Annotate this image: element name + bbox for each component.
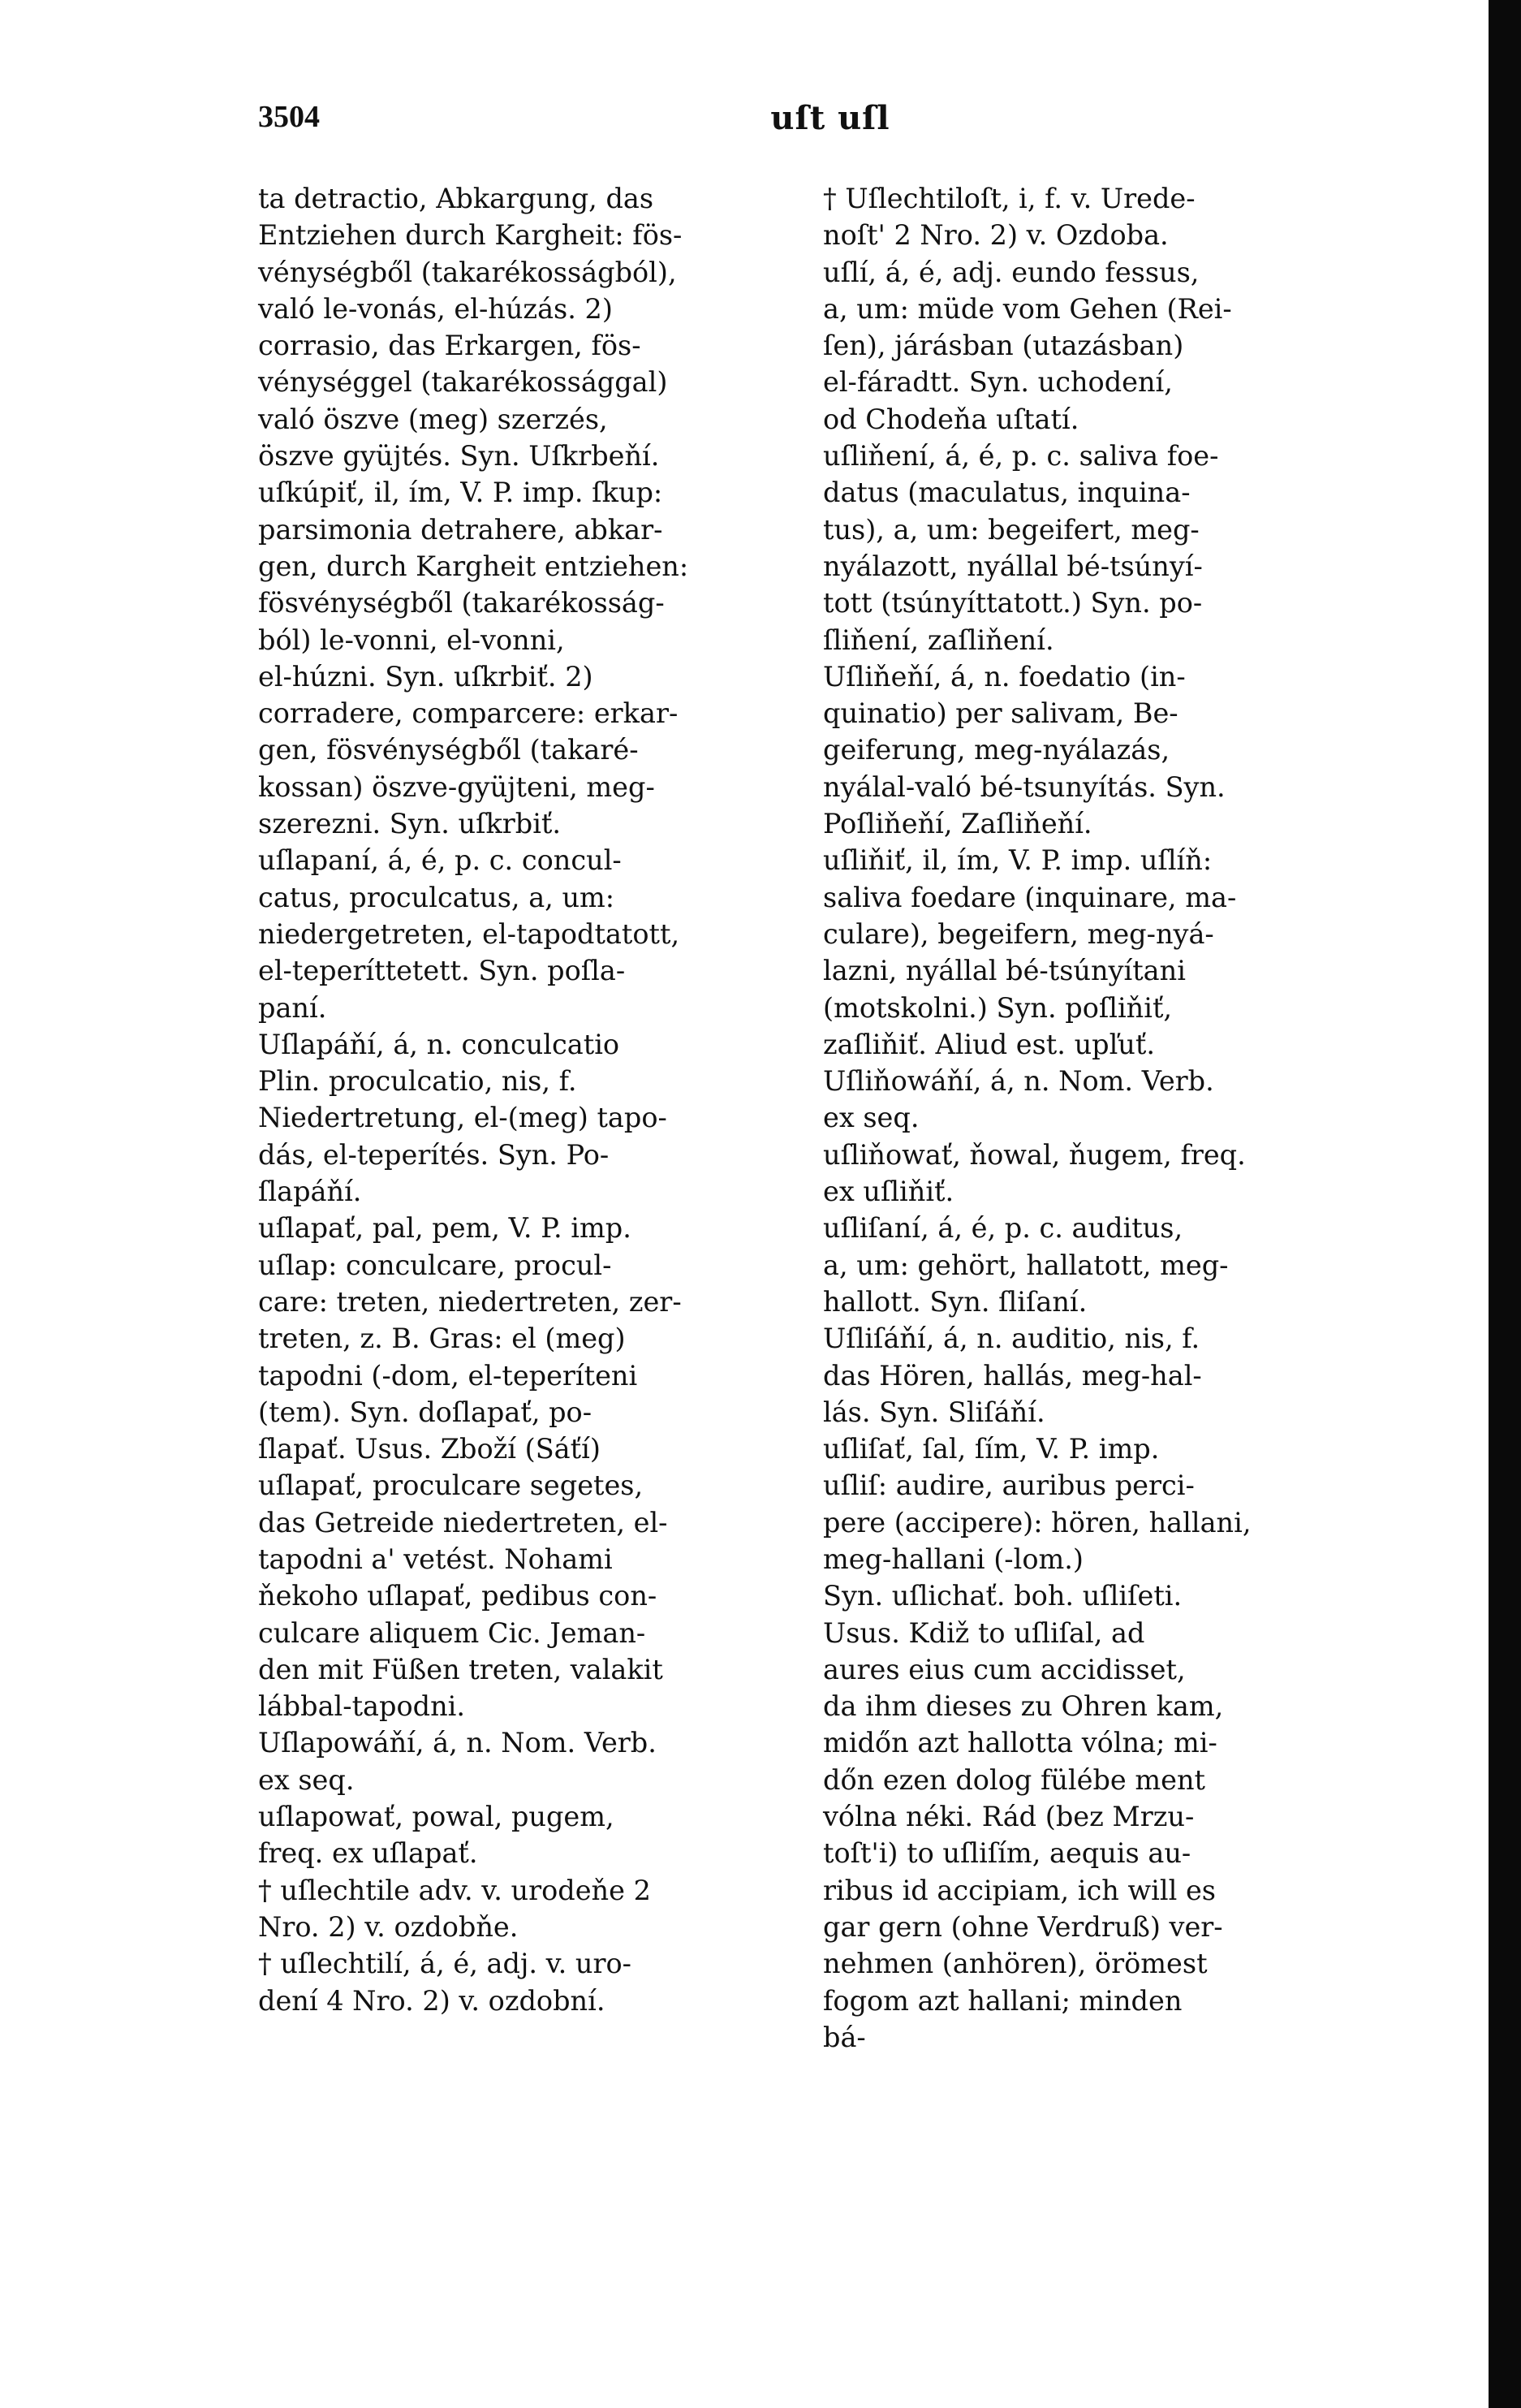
text-line: culcare aliquem Cic. Jeman-	[258, 1616, 646, 1649]
text-line: Uſliňeňí, á, n. foedatio (in-	[823, 660, 1186, 693]
text-line: öszve gyüjtés. Syn. Uſkrbeňí.	[258, 440, 660, 473]
text-line: Niedertretung, el-(meg) tapo-	[258, 1102, 667, 1134]
text-line: való le-vonás, el-húzás. 2)	[258, 292, 613, 325]
text-line: Uſlapowáňí, á, n. Nom. Verb.	[258, 1727, 657, 1759]
text-line: datus (maculatus, inquina-	[823, 477, 1191, 509]
text-line: uſliſať, ſal, ſím, V. P. imp.	[823, 1433, 1160, 1465]
text-line: ſen), járásban (utazásban)	[823, 330, 1184, 362]
text-line: (motskolni.) Syn. poſliňiť,	[823, 991, 1173, 1024]
text-line: lás. Syn. Sliſáňí.	[823, 1396, 1045, 1428]
text-line: gar gern (ohne Verdruß) ver-	[823, 1910, 1223, 1943]
text-line: (tem). Syn. doſlapať, po-	[258, 1396, 592, 1428]
text-line: ból) le-vonni, el-vonni,	[258, 624, 565, 656]
text-line: freq. ex uſlapať.	[258, 1837, 478, 1870]
text-line: el-húzni. Syn. uſkrbiť. 2)	[258, 660, 593, 693]
text-line: ſlapáňí.	[258, 1176, 362, 1208]
text-line: dení 4 Nro. 2) v. ozdobní.	[258, 1984, 605, 2017]
text-line: niedergetreten, el-tapodtatott,	[258, 917, 680, 950]
text-line: a, um: müde vom Gehen (Rei-	[823, 292, 1232, 325]
text-line: parsimonia detrahere, abkar-	[258, 513, 663, 546]
text-line: † uſlechtile adv. v. urodeňe 2	[258, 1874, 651, 1906]
text-line: noſt' 2 Nro. 2) v. Ozdoba.	[823, 219, 1169, 252]
text-line: treten, z. B. Gras: el (meg)	[258, 1323, 626, 1355]
text-line: corrasio, das Erkargen, fös-	[258, 330, 641, 362]
page-edge	[1489, 0, 1521, 2408]
text-line: tapodni (-dom, el-teperíteni	[258, 1359, 638, 1392]
text-line: geiferung, meg-nyálazás,	[823, 734, 1170, 766]
text-line: Poſliňeňí, Zaſliňeňí.	[823, 808, 1092, 840]
left-column	[258, 180, 794, 2019]
text-line: tapodni a' vetést. Nohami	[258, 1543, 613, 1575]
text-line: Uſliſáňí, á, n. auditio, nis, f.	[823, 1323, 1200, 1355]
text-line: † uſlechtilí, á, é, adj. v. uro-	[258, 1948, 631, 1980]
text-line: uſlapowať, powal, pugem,	[258, 1801, 614, 1833]
text-line: od Chodeňa uſtatí.	[823, 403, 1079, 435]
text-line: care: treten, niedertreten, zer-	[258, 1285, 682, 1318]
text-line: das Hören, hallás, meg-hal-	[823, 1359, 1202, 1392]
right-column	[823, 180, 1368, 2056]
text-line: ſliňení, zaſliňení.	[823, 624, 1054, 656]
text-line: fösvénységből (takarékosság-	[258, 587, 665, 619]
text-line: uſliňowať, ňowal, ňugem, freq.	[823, 1138, 1246, 1171]
text-line: uſlapaní, á, é, p. c. concul-	[258, 844, 622, 877]
text-line: fogom azt hallani; minden	[823, 1984, 1183, 2017]
text-line: uſlapať, proculcare segetes,	[258, 1469, 644, 1502]
text-line: uſliňiť, il, ím, V. P. imp. uſlíň:	[823, 844, 1213, 877]
text-line: toſt'i) to uſliſím, aequis au-	[823, 1837, 1191, 1870]
text-line: ſlapať. Usus. Zboží (Sáťí)	[258, 1433, 601, 1465]
text-line: nyálal-való bé-tsunyítás. Syn.	[823, 770, 1226, 803]
page-number: 3504	[258, 100, 320, 134]
text-line: tott (tsúnyíttatott.) Syn. po-	[823, 587, 1203, 619]
text-line: hallott. Syn. ſliſaní.	[823, 1285, 1088, 1318]
text-line: nehmen (anhören), örömest	[823, 1948, 1208, 1980]
text-line: dőn ezen dolog fülébe ment	[823, 1763, 1206, 1796]
running-head: uſt uſl	[770, 99, 890, 137]
text-line: Nro. 2) v. ozdobňe.	[258, 1910, 519, 1943]
text-line: meg-hallani (-lom.)	[823, 1543, 1084, 1575]
text-line: nyálazott, nyállal bé-tsúnyí-	[823, 550, 1203, 582]
text-line: saliva foedare (inquinare, ma-	[823, 881, 1237, 913]
text-line: Plin. proculcatio, nis, f.	[258, 1065, 577, 1098]
text-line: Uſlapáňí, á, n. conculcatio	[258, 1028, 620, 1060]
text-line: ex seq.	[258, 1763, 355, 1796]
text-line: uſliſ: audire, auribus perci-	[823, 1469, 1195, 1502]
text-line: uſlapať, pal, pem, V. P. imp.	[258, 1212, 631, 1245]
text-line: gen, fösvénységből (takaré-	[258, 734, 639, 766]
text-line: midőn azt hallotta vólna; mi-	[823, 1727, 1217, 1759]
text-line: tus), a, um: begeifert, meg-	[823, 513, 1200, 546]
text-line: ribus id accipiam, ich will es	[823, 1874, 1216, 1906]
text-line: quinatio) per salivam, Be-	[823, 697, 1178, 730]
text-line: ex seq.	[823, 1102, 920, 1134]
text-line: bá-	[823, 2021, 866, 2053]
text-line: uſlap: conculcare, procul-	[258, 1249, 612, 1281]
text-line: aures eius cum accidisset,	[823, 1653, 1186, 1685]
text-line: uſlí, á, é, adj. eundo fessus,	[823, 256, 1200, 288]
text-line: ex uſliňiť.	[823, 1176, 954, 1208]
text-line: Entziehen durch Kargheit: fös-	[258, 219, 683, 252]
text-line: el-teperíttetett. Syn. poſla-	[258, 955, 626, 987]
text-line: corradere, comparcere: erkar-	[258, 697, 679, 730]
text-line: vénységből (takarékosságból),	[258, 256, 677, 288]
text-line: ta detractio, Abkargung, das	[258, 183, 654, 214]
text-line: gen, durch Kargheit entziehen:	[258, 550, 689, 582]
text-line: † Uſlechtiloſt, i, f. v. Urede-	[823, 183, 1196, 214]
text-line: a, um: gehört, hallatott, meg-	[823, 1249, 1229, 1281]
text-line: catus, proculcatus, a, um:	[258, 881, 615, 913]
text-line: uſkúpiť, il, ím, V. P. imp. ſkup:	[258, 477, 663, 509]
page-header	[258, 99, 1403, 148]
text-line: lazni, nyállal bé-tsúnyítani	[823, 955, 1186, 987]
text-line: dás, el-teperítés. Syn. Po-	[258, 1138, 610, 1171]
text-line: zaſliňiť. Aliud est. upľuť.	[823, 1028, 1155, 1060]
text-line: Usus. Kdiž to uſliſal, ad	[823, 1616, 1145, 1649]
text-line: vénységgel (takarékossággal)	[258, 366, 668, 399]
text-line: pere (accipere): hören, hallani,	[823, 1506, 1252, 1538]
text-line: culare), begeifern, meg-nyá-	[823, 917, 1214, 950]
text-line: uſliňení, á, é, p. c. saliva foe-	[823, 440, 1219, 473]
text-line: el-fáradtt. Syn. uchodení,	[823, 366, 1173, 399]
text-line: Syn. uſlichať. boh. uſliſeti.	[823, 1580, 1183, 1612]
text-line: das Getreide niedertreten, el-	[258, 1506, 668, 1538]
text-line: szerezni. Syn. uſkrbiť.	[258, 808, 562, 840]
text-line: lábbal-tapodni.	[258, 1690, 466, 1723]
text-line: paní.	[258, 991, 327, 1024]
text-line: való öszve (meg) szerzés,	[258, 403, 608, 435]
text-line: den mit Füßen treten, valakit	[258, 1653, 663, 1685]
text-line: da ihm dieses zu Ohren kam,	[823, 1690, 1224, 1723]
text-line: uſliſaní, á, é, p. c. auditus,	[823, 1212, 1183, 1245]
text-line: Uſliňowáňí, á, n. Nom. Verb.	[823, 1065, 1214, 1098]
text-line: ňekoho uſlapať, pedibus con-	[258, 1580, 657, 1612]
text-line: kossan) öszve-gyüjteni, meg-	[258, 770, 655, 803]
text-line: vólna néki. Rád (bez Mrzu-	[823, 1801, 1195, 1833]
